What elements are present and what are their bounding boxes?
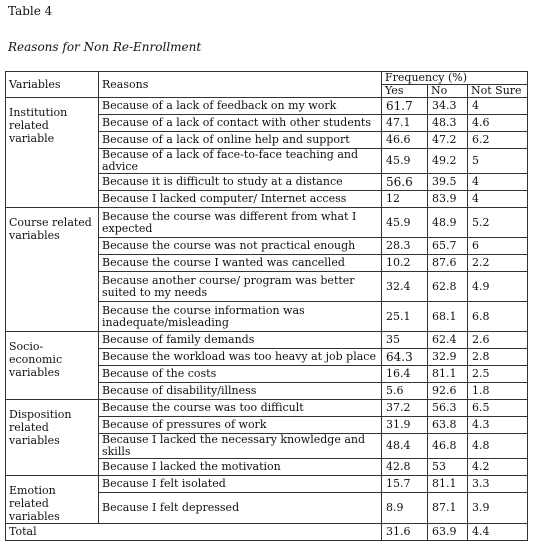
header-frequency: Frequency (%) — [382, 72, 528, 85]
no-cell: 49.2 — [428, 149, 468, 174]
reason-cell: Because of the costs — [99, 366, 382, 383]
table-label: Table 4 — [8, 4, 53, 18]
table-body — [6, 98, 528, 541]
yes-cell: 46.6 — [382, 132, 428, 149]
not-sure-cell: 6.8 — [468, 302, 528, 332]
yes-cell: 31.9 — [382, 417, 428, 434]
yes-cell: 42.8 — [382, 459, 428, 476]
no-cell: 81.1 — [428, 476, 468, 493]
no-cell: 48.9 — [428, 208, 468, 238]
no-cell: 48.3 — [428, 115, 468, 132]
no-cell: 34.3 — [428, 98, 468, 115]
header-yes: Yes — [382, 85, 428, 98]
reason-cell: Because I lacked the necessary knowledge and skills — [99, 434, 382, 459]
table-row — [6, 332, 528, 349]
reason-cell: Because the workload was too heavy at job place — [99, 349, 382, 366]
no-cell: 62.8 — [428, 272, 468, 302]
reason-cell: Because the course information was inadequate/misleading — [99, 302, 382, 332]
not-sure-cell: 3.3 — [468, 476, 528, 493]
not-sure-cell: 4.2 — [468, 459, 528, 476]
yes-cell: 45.9 — [382, 208, 428, 238]
yes-cell: 16.4 — [382, 366, 428, 383]
yes-cell: 8.9 — [382, 493, 428, 524]
not-sure-cell: 4 — [468, 174, 528, 191]
yes-cell: 37.2 — [382, 400, 428, 417]
no-cell: 81.1 — [428, 366, 468, 383]
yes-cell: 15.7 — [382, 476, 428, 493]
variable-group-cell: Socio-economic variables — [6, 332, 99, 400]
yes-cell: 28.3 — [382, 238, 428, 255]
no-cell: 83.9 — [428, 191, 468, 208]
yes-cell: 10.2 — [382, 255, 428, 272]
total-no-cell: 63.9 — [428, 524, 468, 541]
reason-cell: Because I lacked computer/ Internet access — [99, 191, 382, 208]
not-sure-cell: 4.6 — [468, 115, 528, 132]
table-title: Reasons for Non Re-Enrollment — [8, 40, 202, 54]
yes-cell: 25.1 — [382, 302, 428, 332]
no-cell: 62.4 — [428, 332, 468, 349]
no-cell: 32.9 — [428, 349, 468, 366]
reason-cell: Because of disability/illness — [99, 383, 382, 400]
not-sure-cell: 6 — [468, 238, 528, 255]
yes-cell: 12 — [382, 191, 428, 208]
reason-cell: Because of pressures of work — [99, 417, 382, 434]
not-sure-cell: 6.2 — [468, 132, 528, 149]
no-cell: 87.6 — [428, 255, 468, 272]
no-cell: 92.6 — [428, 383, 468, 400]
no-cell: 87.1 — [428, 493, 468, 524]
not-sure-cell: 2.6 — [468, 332, 528, 349]
table-row — [6, 208, 528, 238]
not-sure-cell: 2.5 — [468, 366, 528, 383]
table-row — [6, 98, 528, 115]
yes-cell: 5.6 — [382, 383, 428, 400]
no-cell: 68.1 — [428, 302, 468, 332]
not-sure-cell: 4.8 — [468, 434, 528, 459]
header-reasons: Reasons — [99, 72, 382, 98]
no-cell: 39.5 — [428, 174, 468, 191]
variable-group-cell: Course related variables — [6, 208, 99, 332]
total-row — [6, 524, 528, 541]
no-cell: 63.8 — [428, 417, 468, 434]
no-cell: 46.8 — [428, 434, 468, 459]
yes-cell: 47.1 — [382, 115, 428, 132]
variable-group-cell: Disposition related variables — [6, 400, 99, 476]
not-sure-cell: 5 — [468, 149, 528, 174]
reason-cell: Because the course was too difficult — [99, 400, 382, 417]
no-cell: 56.3 — [428, 400, 468, 417]
yes-cell: 61.7 — [382, 98, 428, 115]
not-sure-cell: 3.9 — [468, 493, 528, 524]
not-sure-cell: 5.2 — [468, 208, 528, 238]
yes-cell: 35 — [382, 332, 428, 349]
not-sure-cell: 1.8 — [468, 383, 528, 400]
reason-cell: Because of a lack of feedback on my work — [99, 98, 382, 115]
reason-cell: Because the course I wanted was cancelled — [99, 255, 382, 272]
table-row — [6, 476, 528, 493]
header-not-sure: Not Sure — [468, 85, 528, 98]
not-sure-cell: 4.3 — [468, 417, 528, 434]
no-cell: 65.7 — [428, 238, 468, 255]
total-label: Total — [6, 524, 382, 541]
variable-group-cell: Emotion related variables — [6, 476, 99, 524]
no-cell: 53 — [428, 459, 468, 476]
header-no: No — [428, 85, 468, 98]
yes-cell: 64.3 — [382, 349, 428, 366]
total-not-sure-cell: 4.4 — [468, 524, 528, 541]
reason-cell: Because of a lack of contact with other students — [99, 115, 382, 132]
table-row — [6, 400, 528, 417]
reason-cell: Because of family demands — [99, 332, 382, 349]
reason-cell: Because I felt depressed — [99, 493, 382, 524]
reason-cell: Because of a lack of face-to-face teaching and advice — [99, 149, 382, 174]
reason-cell: Because of a lack of online help and support — [99, 132, 382, 149]
variable-group-cell: Institution related variable — [6, 98, 99, 208]
no-cell: 47.2 — [428, 132, 468, 149]
yes-cell: 45.9 — [382, 149, 428, 174]
yes-cell: 48.4 — [382, 434, 428, 459]
frequency-table — [5, 71, 528, 541]
not-sure-cell: 2.2 — [468, 255, 528, 272]
not-sure-cell: 4.9 — [468, 272, 528, 302]
reason-cell: Because I felt isolated — [99, 476, 382, 493]
reason-cell: Because I lacked the motivation — [99, 459, 382, 476]
reason-cell: Because another course/ program was better suited to my needs — [99, 272, 382, 302]
total-yes-cell: 31.6 — [382, 524, 428, 541]
yes-cell: 56.6 — [382, 174, 428, 191]
reason-cell: Because it is difficult to study at a distance — [99, 174, 382, 191]
not-sure-cell: 6.5 — [468, 400, 528, 417]
not-sure-cell: 2.8 — [468, 349, 528, 366]
not-sure-cell: 4 — [468, 98, 528, 115]
header-variables: Variables — [6, 72, 99, 98]
reason-cell: Because the course was different from what I expected — [99, 208, 382, 238]
yes-cell: 32.4 — [382, 272, 428, 302]
not-sure-cell: 4 — [468, 191, 528, 208]
reason-cell: Because the course was not practical enough — [99, 238, 382, 255]
